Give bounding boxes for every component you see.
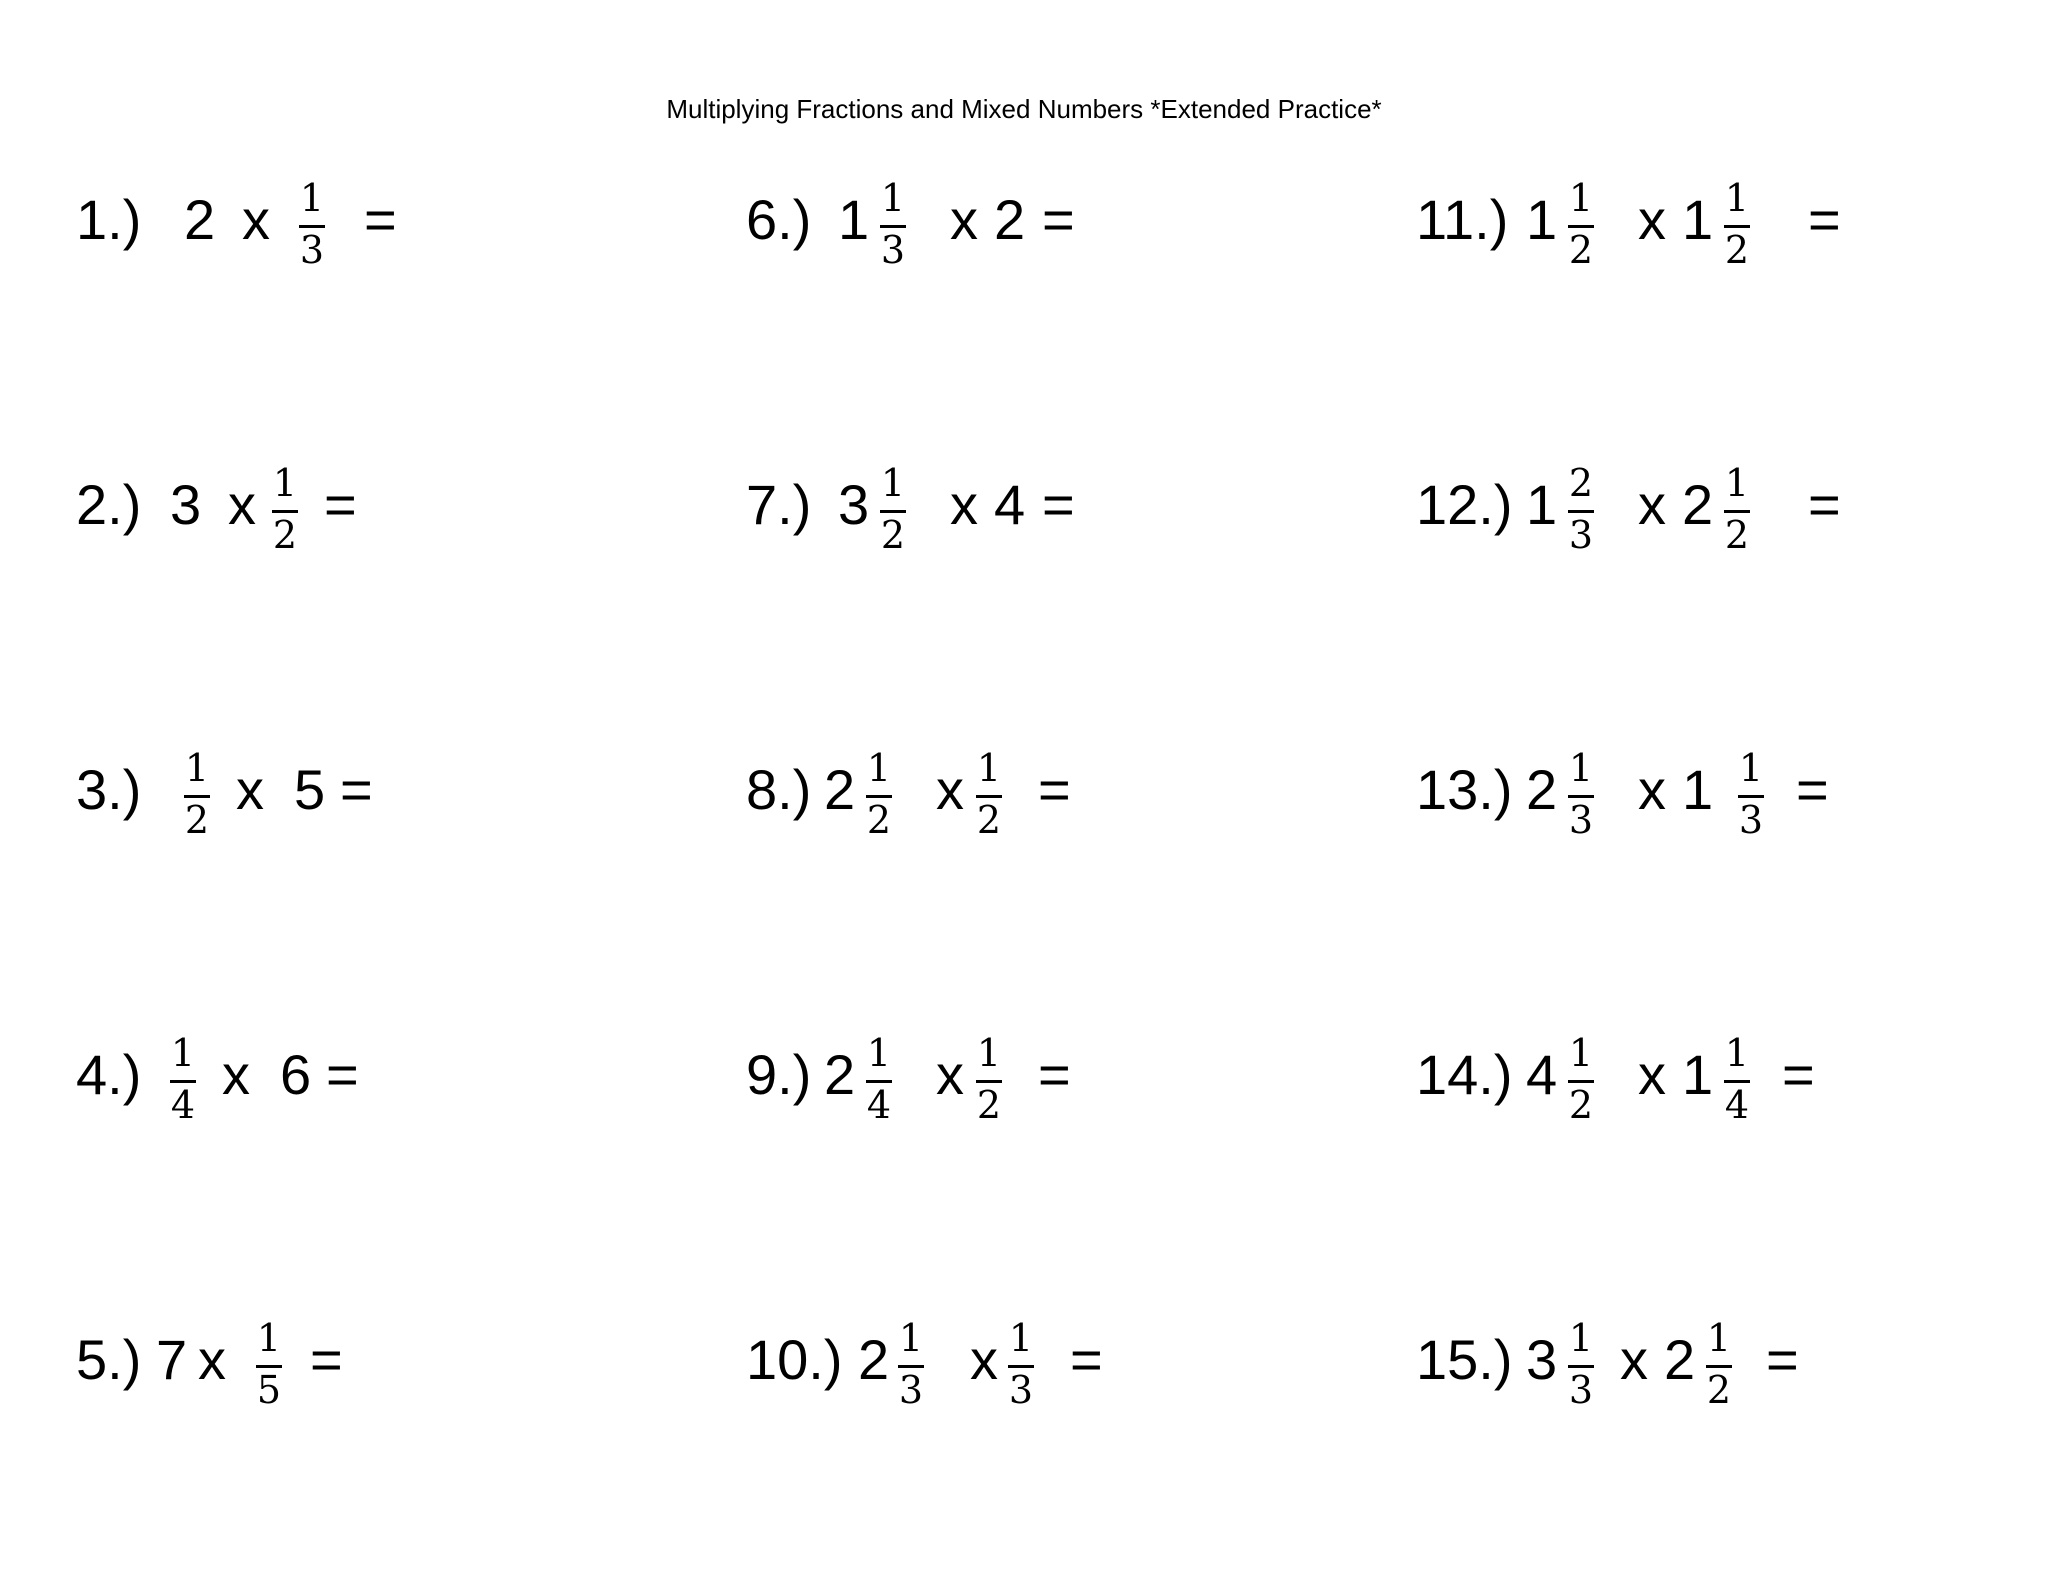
fraction — [289, 160, 335, 280]
problem-11 — [1416, 160, 1876, 280]
problem-label: 8.) — [746, 758, 812, 821]
numerator: 1 — [1738, 746, 1764, 790]
numerator: 1 — [184, 746, 210, 790]
problem-9 — [746, 1015, 1126, 1135]
numerator: 1 — [866, 1031, 892, 1075]
fraction — [966, 730, 1012, 850]
problem-12 — [1416, 445, 1876, 565]
whole-number: 6 — [280, 1043, 312, 1106]
problem-13 — [1416, 730, 1876, 850]
denominator: 3 — [898, 1368, 924, 1412]
denominator: 4 — [1724, 1083, 1750, 1127]
fraction — [246, 1300, 292, 1420]
denominator: 2 — [1724, 513, 1750, 557]
whole-number: 2 — [184, 188, 216, 251]
fraction — [1558, 445, 1604, 565]
numerator: 1 — [1568, 1316, 1594, 1360]
denominator: 2 — [1568, 228, 1594, 272]
multiply-sign: x — [236, 758, 264, 821]
fraction — [856, 1015, 902, 1135]
problem-label: 3.) — [76, 758, 142, 821]
multiply-sign: x — [228, 473, 256, 536]
multiply-sign: x — [242, 188, 270, 251]
numerator: 1 — [1568, 176, 1594, 220]
problem-label: 7.) — [746, 473, 812, 536]
numerator: 1 — [1724, 1031, 1750, 1075]
equals-sign: = — [310, 1328, 343, 1391]
whole-number: 4 — [1526, 1043, 1558, 1106]
equals-sign: = — [324, 473, 357, 536]
denominator: 4 — [866, 1083, 892, 1127]
equals-sign: = — [1796, 758, 1829, 821]
whole-number: 3 — [170, 473, 202, 536]
denominator: 3 — [1568, 798, 1594, 842]
equals-sign: = — [1808, 188, 1841, 251]
fraction — [1728, 730, 1774, 850]
multiply-sign: x — [1638, 473, 1666, 536]
denominator: 3 — [299, 228, 325, 272]
whole-number: 2 — [1682, 473, 1714, 536]
fraction — [998, 1300, 1044, 1420]
equals-sign: = — [1782, 1043, 1815, 1106]
numerator: 1 — [1724, 461, 1750, 505]
problem-14 — [1416, 1015, 1876, 1135]
multiply-sign: x — [1638, 758, 1666, 821]
numerator: 1 — [256, 1316, 282, 1360]
problem-8 — [746, 730, 1126, 850]
problem-label: 1.) — [76, 188, 142, 251]
problem-label: 14.) — [1416, 1043, 1513, 1106]
problem-10 — [746, 1300, 1126, 1420]
problem-2 — [76, 445, 436, 565]
fraction — [1714, 160, 1760, 280]
numerator: 1 — [898, 1316, 924, 1360]
numerator: 1 — [976, 746, 1002, 790]
whole-number: 1 — [838, 188, 870, 251]
fraction — [262, 445, 308, 565]
numerator: 1 — [299, 176, 325, 220]
problem-label: 6.) — [746, 188, 812, 251]
numerator: 1 — [1724, 176, 1750, 220]
whole-number: 2 — [824, 1043, 856, 1106]
denominator: 3 — [1008, 1368, 1034, 1412]
multiply-sign: x — [1638, 188, 1666, 251]
whole-number: 2 — [858, 1328, 890, 1391]
numerator: 2 — [1568, 461, 1594, 505]
denominator: 3 — [1568, 1368, 1594, 1412]
numerator: 1 — [170, 1031, 196, 1075]
fraction — [1558, 160, 1604, 280]
problem-label: 2.) — [76, 473, 142, 536]
fraction — [1714, 1015, 1760, 1135]
equals-sign: = — [340, 758, 373, 821]
denominator: 2 — [880, 513, 906, 557]
whole-number: 2 — [994, 188, 1026, 251]
whole-number: 4 — [994, 473, 1026, 536]
fraction — [888, 1300, 934, 1420]
multiply-sign: x — [936, 758, 964, 821]
whole-number: 2 — [824, 758, 856, 821]
whole-number: 1 — [1526, 473, 1558, 536]
numerator: 1 — [1706, 1316, 1732, 1360]
denominator: 2 — [976, 1083, 1002, 1127]
denominator: 2 — [272, 513, 298, 557]
multiply-sign: x — [1638, 1043, 1666, 1106]
numerator: 1 — [880, 176, 906, 220]
equals-sign: = — [1766, 1328, 1799, 1391]
problem-7 — [746, 445, 1126, 565]
numerator: 1 — [1568, 746, 1594, 790]
problem-label: 5.) — [76, 1328, 142, 1391]
fraction — [870, 160, 916, 280]
equals-sign: = — [1042, 473, 1075, 536]
problem-label: 15.) — [1416, 1328, 1513, 1391]
numerator: 1 — [976, 1031, 1002, 1075]
problem-5 — [76, 1300, 436, 1420]
whole-number: 3 — [1526, 1328, 1558, 1391]
whole-number: 1 — [1682, 1043, 1714, 1106]
problem-label: 11.) — [1416, 188, 1509, 251]
numerator: 1 — [272, 461, 298, 505]
numerator: 1 — [880, 461, 906, 505]
fraction — [870, 445, 916, 565]
whole-number: 1 — [1526, 188, 1558, 251]
whole-number: 2 — [1664, 1328, 1696, 1391]
multiply-sign: x — [950, 188, 978, 251]
denominator: 3 — [1568, 513, 1594, 557]
fraction — [1696, 1300, 1742, 1420]
multiply-sign: x — [1620, 1328, 1648, 1391]
fraction — [966, 1015, 1012, 1135]
numerator: 1 — [1008, 1316, 1034, 1360]
equals-sign: = — [326, 1043, 359, 1106]
problem-label: 12.) — [1416, 473, 1513, 536]
denominator: 2 — [866, 798, 892, 842]
problem-label: 9.) — [746, 1043, 812, 1106]
fraction — [856, 730, 902, 850]
multiply-sign: x — [198, 1328, 226, 1391]
multiply-sign: x — [222, 1043, 250, 1106]
problem-3 — [76, 730, 436, 850]
whole-number: 1 — [1682, 758, 1714, 821]
whole-number: 2 — [1526, 758, 1558, 821]
equals-sign: = — [364, 188, 397, 251]
whole-number: 7 — [156, 1328, 188, 1391]
denominator: 3 — [880, 228, 906, 272]
problem-4 — [76, 1015, 436, 1135]
equals-sign: = — [1070, 1328, 1103, 1391]
multiply-sign: x — [970, 1328, 998, 1391]
numerator: 1 — [866, 746, 892, 790]
equals-sign: = — [1038, 1043, 1071, 1106]
fraction — [1558, 730, 1604, 850]
equals-sign: = — [1042, 188, 1075, 251]
equals-sign: = — [1038, 758, 1071, 821]
denominator: 3 — [1738, 798, 1764, 842]
problem-label: 10.) — [746, 1328, 843, 1391]
denominator: 2 — [1568, 1083, 1594, 1127]
fraction — [1558, 1300, 1604, 1420]
whole-number: 5 — [294, 758, 326, 821]
denominator: 2 — [1724, 228, 1750, 272]
problem-15 — [1416, 1300, 1876, 1420]
denominator: 2 — [976, 798, 1002, 842]
problem-1 — [76, 160, 436, 280]
fraction — [1714, 445, 1760, 565]
worksheet-title: Multiplying Fractions and Mixed Numbers *Extended Practice* — [666, 94, 1382, 124]
fraction — [160, 1015, 206, 1135]
multiply-sign: x — [950, 473, 978, 536]
whole-number: 3 — [838, 473, 870, 536]
fraction — [174, 730, 220, 850]
denominator: 4 — [170, 1083, 196, 1127]
problem-6 — [746, 160, 1126, 280]
problem-label: 4.) — [76, 1043, 142, 1106]
fraction — [1558, 1015, 1604, 1135]
problem-label: 13.) — [1416, 758, 1513, 821]
denominator: 2 — [184, 798, 210, 842]
denominator: 5 — [256, 1368, 282, 1412]
whole-number: 1 — [1682, 188, 1714, 251]
multiply-sign: x — [936, 1043, 964, 1106]
numerator: 1 — [1568, 1031, 1594, 1075]
equals-sign: = — [1808, 473, 1841, 536]
denominator: 2 — [1706, 1368, 1732, 1412]
